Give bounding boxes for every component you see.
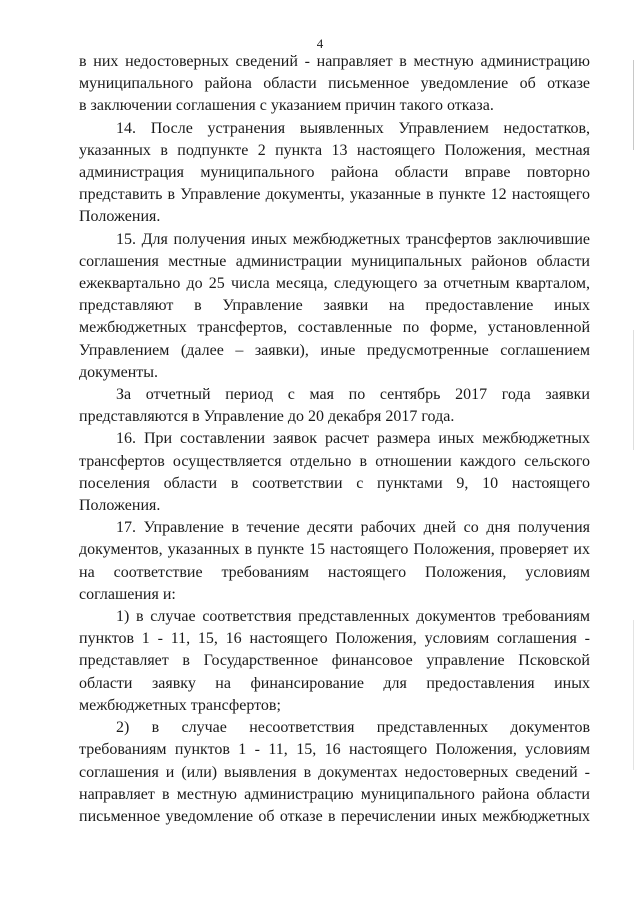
text-line: документы. xyxy=(79,363,159,381)
text-line: муниципального района области письменное уведомление об отказе xyxy=(79,75,590,93)
text-line: поселения области в соответствии с пунктами 9, 10 настоящего xyxy=(79,474,590,492)
text-line: пунктов 1 - 11, 15, 16 настоящего Положения, условиям соглашения - xyxy=(79,630,590,648)
text-line: администрация муниципального района области вправе повторно xyxy=(79,164,590,182)
text-line: требованиям пунктов 1 - 11, 15, 16 настоящего Положения, условиям xyxy=(79,741,590,759)
text-line: межбюджетных трансфертов; xyxy=(79,696,281,714)
paragraph xyxy=(79,717,590,828)
text-line: соглашения местные администрации муниципальных районов области xyxy=(79,252,590,270)
scan-edge-mark xyxy=(633,620,634,770)
text-line: Положения. xyxy=(79,497,161,515)
text-line: на соответствие требованиям настоящего Положения, условиям xyxy=(79,563,590,581)
scan-edge-mark xyxy=(633,330,634,450)
text-line: 14. После устранения выявленных Управлением недостатков, xyxy=(116,119,590,137)
text-line: ежеквартально до 25 числа месяца, следующего за отчетным кварталом, xyxy=(79,275,590,293)
paragraph xyxy=(79,51,590,118)
text-line: 2) в случае несоответствия представленных документов xyxy=(116,719,590,737)
text-line: Положения. xyxy=(79,208,161,226)
text-line: 1) в случае соответствия представленных документов требованиям xyxy=(116,608,590,626)
paragraph xyxy=(79,384,590,428)
text-line: соглашения и (или) выявления в документах недостоверных сведений - xyxy=(79,763,590,781)
text-line: 17. Управление в течение десяти рабочих дней со дня получения xyxy=(116,519,590,537)
text-line: соглашения и: xyxy=(79,585,176,603)
text-line: представляет в Государственное финансовое управление Псковской xyxy=(79,652,590,670)
paragraph xyxy=(79,606,590,717)
text-line: За отчетный период с мая по сентябрь 2017 года заявки xyxy=(116,386,590,404)
text-line: указанных в подпункте 2 пункта 13 настоящего Положения, местная xyxy=(79,141,590,159)
paragraph xyxy=(79,517,590,606)
text-line: в заключении соглашения с указанием причин такого отказа. xyxy=(79,97,494,115)
text-line: области заявку на финансирование для предоставления иных xyxy=(79,674,590,692)
scan-edge-mark xyxy=(633,60,634,150)
text-line: направляет в местную администрацию муниципального района области xyxy=(79,785,590,803)
text-line: межбюджетных трансфертов, составленные по форме, установленной xyxy=(79,319,590,337)
text-line: представляются в Управление до 20 декабря 2017 года. xyxy=(79,408,455,426)
text-line: представить в Управление документы, указанные в пункте 12 настоящего xyxy=(79,186,590,204)
text-line: письменное уведомление об отказе в перечислении иных межбюджетных xyxy=(79,807,590,825)
text-line: 16. При составлении заявок расчет размера иных межбюджетных xyxy=(116,430,590,448)
text-line: 15. Для получения иных межбюджетных трансфертов заключившие xyxy=(116,230,590,248)
text-line: представляют в Управление заявки на предоставление иных xyxy=(79,297,590,315)
paragraph xyxy=(79,229,590,384)
text-line: документов, указанных в пункте 15 настоящего Положения, проверяет их xyxy=(79,541,590,559)
paragraph xyxy=(79,118,590,229)
document-body xyxy=(79,51,590,828)
page-number: 4 xyxy=(316,36,324,51)
text-line: трансфертов осуществляется отдельно в отношении каждого сельского xyxy=(79,452,590,470)
paragraph xyxy=(79,428,590,517)
text-line: в них недостоверных сведений - направляет в местную администрацию xyxy=(79,53,590,70)
text-line: Управлением (далее – заявки), иные предусмотренные соглашением xyxy=(79,341,590,359)
